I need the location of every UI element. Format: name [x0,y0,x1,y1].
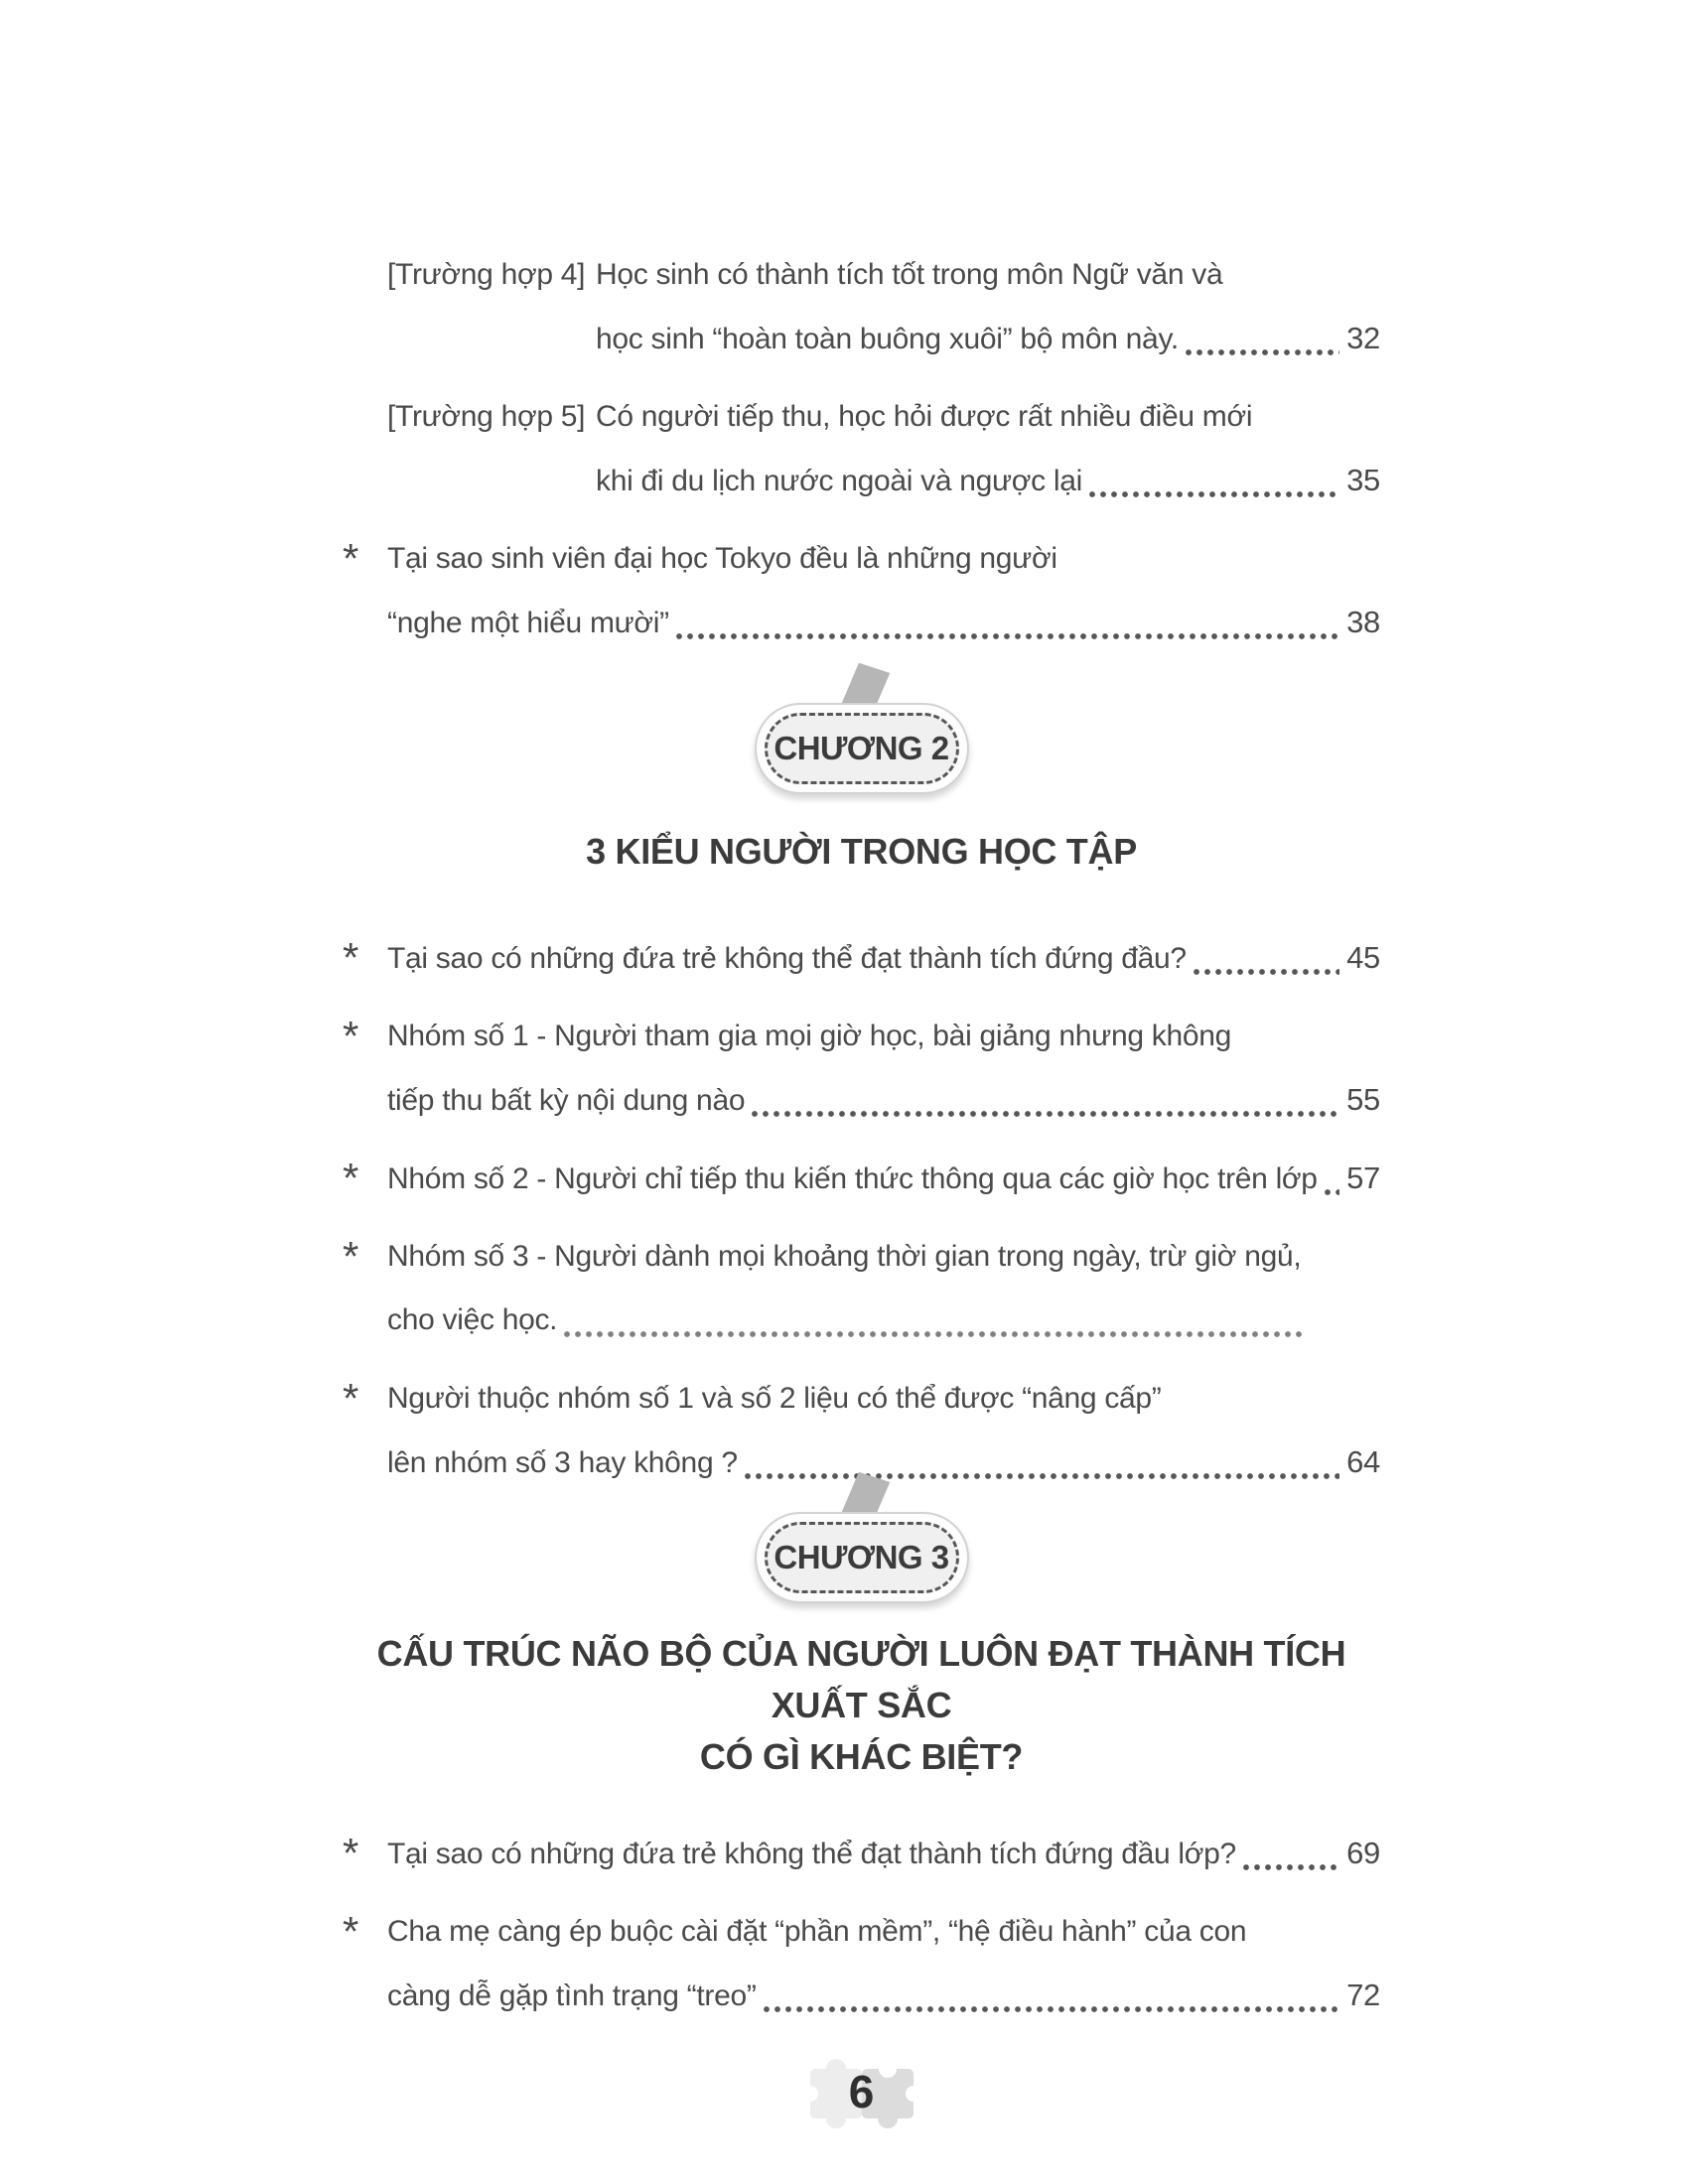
chapter-badge [755,703,969,794]
entry-text: Người thuộc nhóm số 1 và số 2 liệu có thể được “nâng cấp” [387,1382,1162,1415]
toc-line [387,1005,1380,1068]
dot-leader [564,1331,1303,1337]
page-ref: 55 [1346,1082,1380,1117]
chapter-title-line: CẤU TRÚC NÃO BỘ CỦA NGƯỜI LUÔN ĐẠT THÀNH TÍCH XUẤT SẮC [376,1633,1346,1725]
toc-line [387,926,1380,990]
dot-leader [1089,491,1339,497]
toc-line [387,1225,1380,1289]
dot-leader [1186,349,1339,355]
chapter-divider [343,1512,1380,1783]
asterisk-bullet: * [343,1375,359,1422]
asterisk-bullet: * [343,1013,359,1059]
toc-line [387,591,1380,654]
toc-entry [343,385,1380,512]
toc-line [596,307,1380,370]
toc-line [596,243,1380,307]
toc-entry [343,1147,1380,1210]
entry-text: Nhóm số 2 - Người chỉ tiếp thu kiến thức thông qua các giờ học trên lớp [387,1162,1318,1195]
entry-text: Tại sao có những đứa trẻ không thể đạt thành tích đứng đầu? [387,942,1187,975]
entry-text: Cha mẹ càng ép buộc cài đặt “phần mềm”, “hệ điều hành” của con [387,1915,1247,1948]
entry-text: học sinh “hoàn toàn buông xuôi” bộ môn này. [596,323,1179,355]
dot-leader [676,633,1339,639]
toc-line [387,1822,1380,1885]
chapter-title-line: CÓ GÌ KHÁC BIỆT? [699,1736,1024,1777]
toc-entry [343,1005,1380,1132]
chapter-title [586,827,1137,877]
entry-text: khi đi du lịch nước ngoài và ngược lại [596,465,1083,497]
entry-text: Tại sao có những đứa trẻ không thể đạt thành tích đứng đầu lớp? [387,1838,1236,1870]
asterisk-bullet: * [343,535,359,582]
entry-text: Nhóm số 1 - Người tham gia mọi giờ học, bài giảng nhưng không [387,1020,1232,1052]
entry-text: Tại sao sinh viên đại học Tokyo đều là những người [387,542,1057,575]
entry-text: càng dễ gặp tình trạng “treo” [387,1979,757,2012]
page-ref: 69 [1346,1836,1380,1870]
page-ref: 32 [1346,321,1380,355]
dot-leader [764,2006,1340,2012]
chapter-title [343,1628,1380,1783]
asterisk-bullet: * [343,1233,359,1280]
asterisk-bullet: * [343,1830,359,1876]
toc-entry [343,1225,1380,1352]
page-ref: 45 [1346,940,1380,975]
dot-leader [752,1111,1339,1117]
chapter-badge-label: CHƯƠNG 2 [774,730,949,766]
toc-line [596,385,1380,449]
asterisk-bullet: * [343,1155,359,1201]
case-label: [Trường hợp 5] [387,400,586,433]
asterisk-bullet: * [343,1908,359,1955]
case-label: [Trường hợp 4] [387,258,586,291]
toc-line [387,1289,1380,1352]
page-ref: 35 [1346,463,1380,497]
dot-leader [1243,1864,1339,1870]
chapter-badge-pill [755,1512,969,1603]
toc-entry [343,243,1380,370]
entry-text: cho việc học. [387,1303,558,1336]
page-ref: 72 [1346,1978,1380,2012]
page-ref: 64 [1346,1444,1380,1479]
page-ref: 38 [1346,605,1380,639]
dot-leader [1194,969,1339,975]
entry-text: Có người tiếp thu, học hỏi được rất nhiều điều mới [596,400,1253,433]
chapter-badge-label: CHƯƠNG 3 [774,1539,949,1575]
toc-line [387,1068,1380,1132]
table-of-contents [343,243,1380,2132]
dot-leader [1325,1189,1339,1195]
toc-entry [343,926,1380,990]
toc-entry [343,1822,1380,1885]
asterisk-bullet: * [343,934,359,981]
chapter-badge-pill [755,703,969,794]
chapter-title-line: 3 KIỂU NGƯỜI TRONG HỌC TẬP [586,831,1137,872]
entry-text: tiếp thu bất kỳ nội dung nào [387,1084,746,1117]
toc-line [387,527,1380,591]
page-ref: 57 [1346,1160,1380,1195]
toc-line [596,449,1380,512]
entry-text: Học sinh có thành tích tốt trong môn Ngữ văn và [596,258,1223,291]
chapter-badge [755,1512,969,1603]
entry-text: Nhóm số 3 - Người dành mọi khoảng thời gian trong ngày, trừ giờ ngủ, [387,1240,1302,1273]
entry-text: lên nhóm số 3 hay không ? [387,1446,738,1479]
chapter-divider [343,703,1380,877]
entry-text: “nghe một hiểu mười” [387,607,669,639]
toc-line [387,1147,1380,1210]
toc-entry [343,527,1380,654]
page-footer [806,2055,917,2132]
toc-line [387,1964,1380,2027]
toc-line [387,1900,1380,1964]
toc-line [387,1367,1380,1431]
page-number: 6 [848,2065,875,2117]
toc-entry [343,1900,1380,2027]
